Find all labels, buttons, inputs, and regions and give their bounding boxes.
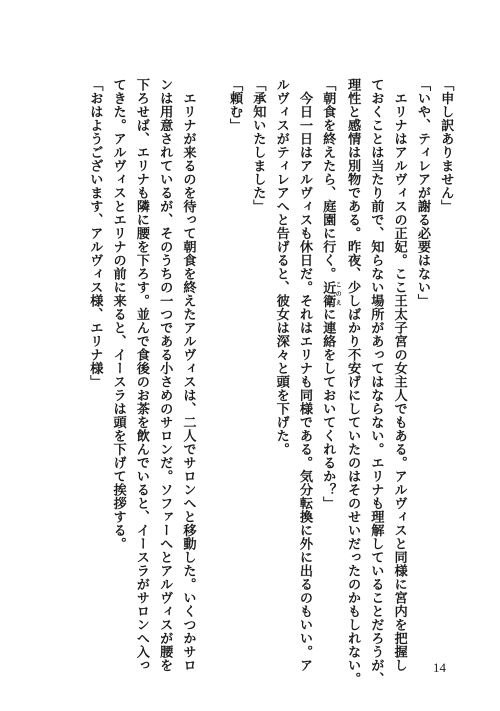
page-number: 14: [433, 660, 446, 675]
text-line: エリナはアルヴィスの正妃。ここ王太子宮の女主人でもある。アルヴィスと同様に宮内を把握し: [391, 78, 407, 672]
text-line: ルヴィスがティレアへと告げると、彼女は深々と頭を下げた。: [273, 78, 289, 456]
text-line: 理性と感情は別物である。昨夜、少しばかり不安げにしていたのはそのせいだったのかもしれない。: [345, 78, 361, 686]
ruby-text: 近衛 このえ: [320, 280, 342, 308]
text-line: 今日一日はアルヴィスも休日だ。それはエリナも同様である。気分転換に外に出るのもいい。ア: [296, 78, 312, 672]
text-line-with-ruby: 「朝食を終えたら、庭園に行く。近衛 このえに連絡をしておいてくれるか？」: [320, 78, 342, 510]
text-line: 「おはようございます、アルヴィス様、エリナ様」: [87, 78, 103, 389]
text-line: 「いや、ティレアが謝る必要はない」: [414, 78, 430, 308]
text-line: 「頼む」: [227, 78, 243, 132]
text-line: 下ろせば、エリナも隣に腰を下ろす。並んで食後のお茶を飲んでいると、イースラがサロンへ入っ: [133, 78, 149, 672]
text-line: 「申し訳ありません」: [438, 78, 454, 213]
text-line: 「承知いたしました」: [250, 78, 266, 213]
text-line: ンは用意されているが、そのうちの一つである小さめのサロンだ。ソファーへとアルヴィスが腰を: [157, 78, 173, 672]
text-line: ておくことは当たり前で、知らない場所があってはならない。エリナも理解していることだろうが、: [368, 78, 384, 686]
text-line: エリナが来るのを待って朝食を終えたアルヴィスは、二人でサロンへと移動した。いくつかサロ: [180, 78, 196, 672]
text-line: てきた。アルヴィスとエリナの前に来ると、イースラは頭を下げて挨拶する。: [110, 78, 126, 551]
blank-line: [199, 78, 222, 578]
